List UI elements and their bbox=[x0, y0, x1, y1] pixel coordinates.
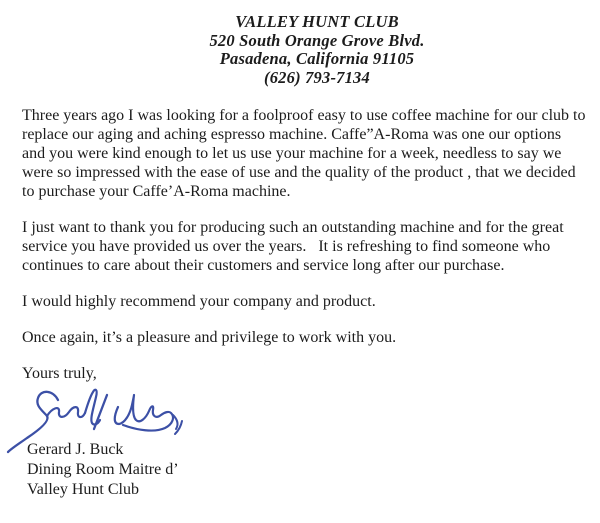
letterhead-city-state-zip: Pasadena, California 91105 bbox=[219, 49, 415, 68]
signature-stroke-initial-loop bbox=[8, 392, 58, 452]
handwritten-signature bbox=[22, 383, 588, 440]
signature-ink-icon bbox=[3, 383, 203, 455]
signer-organization: Valley Hunt Club bbox=[27, 481, 139, 498]
letter-body bbox=[22, 106, 588, 500]
signature-stroke-surname bbox=[115, 395, 173, 431]
letterhead-phone: (626) 793-7134 bbox=[264, 67, 370, 87]
signer-name: Gerard J. Buck bbox=[27, 441, 124, 458]
paragraph-2: I just want to thank you for producing such an outstanding machine and for the great service you have provided us over the years. It is refreshing to find someone who continues to care about their customers and service long after our purchase. bbox=[22, 219, 568, 274]
letterhead-club-name: VALLEY HUNT CLUB bbox=[235, 12, 399, 31]
signer-title: Dining Room Maitre d’ bbox=[27, 461, 179, 478]
paragraph-1: Three years ago I was looking for a foolproof easy to use coffee machine for our club to replace our aging and aching espresso machine. Caffe”A-Roma was one our options and you were kind enough to let us use your machine for a week, needless to say we were so impressed with the ease of use and the quality of the product , that we decided to purchase your Caffe’A-Roma machine. bbox=[22, 107, 590, 200]
letterhead-address: 520 South Orange Grove Blvd. bbox=[209, 30, 425, 50]
signature-stroke-squiggle bbox=[47, 407, 85, 417]
paragraph-3: I would highly recommend your company and product. bbox=[22, 293, 376, 310]
closing-salutation: Yours truly, bbox=[22, 365, 97, 382]
signature-stroke-end-tick-1 bbox=[173, 415, 177, 429]
letterhead bbox=[0, 0, 600, 87]
paragraph-4: Once again, it’s a pleasure and privilege to work with you. bbox=[22, 329, 397, 346]
